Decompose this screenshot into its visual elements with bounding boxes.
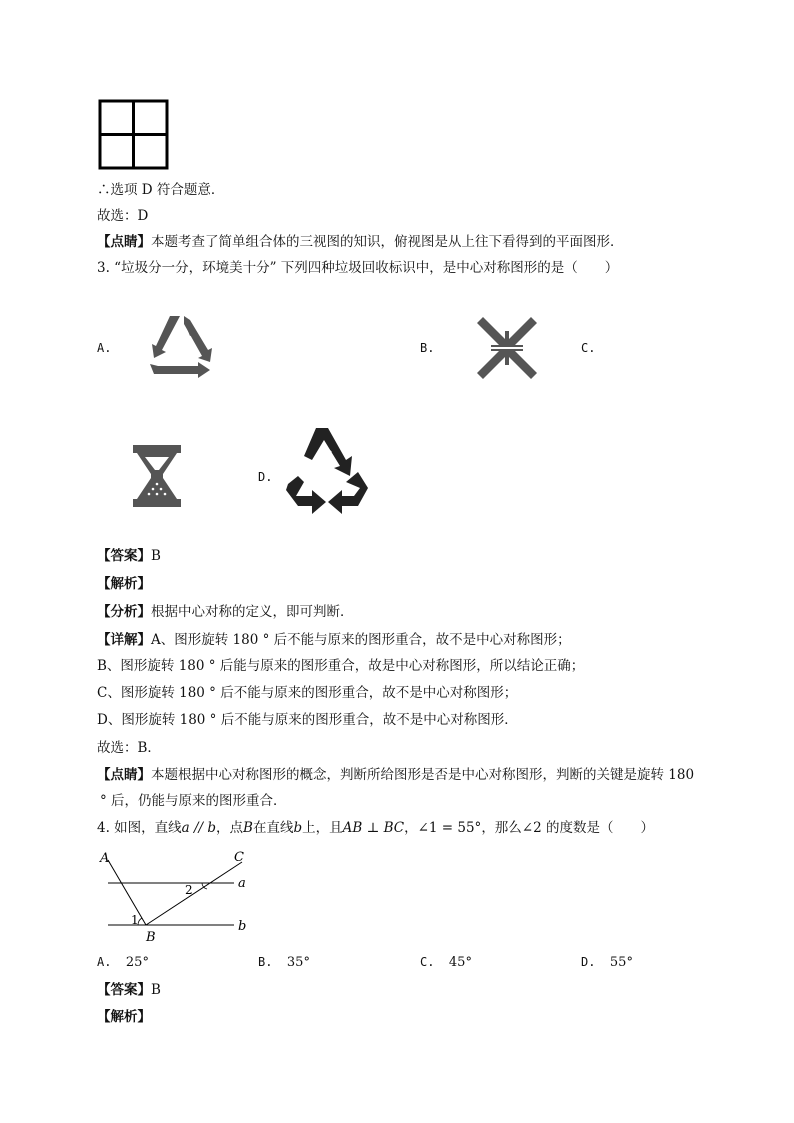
- parallel-lines-diagram: [94, 846, 264, 946]
- q3-fenxi: [97, 602, 354, 622]
- fenxi-text: 根据中心对称的定义，即可判断．: [151, 604, 354, 620]
- q4-option-a: [97, 955, 149, 970]
- answer-value: B: [151, 982, 161, 998]
- answer-value: B: [151, 548, 161, 564]
- q3-option-c-label: C.: [581, 341, 596, 355]
- comment-text: 本题考查了简单组合体的三视图的知识，俯视图是从上往下看得到的平面图形．: [151, 234, 624, 250]
- label-B: B: [146, 930, 156, 945]
- q4-point-b: B: [243, 820, 253, 836]
- label-A: A: [100, 851, 110, 866]
- q3-detail-line-d: D、图形旋转 180 ° 后不能与原来的图形重合，故不是中心对称图形．: [97, 712, 518, 728]
- q3-detail-line-a: [97, 630, 571, 650]
- q3-detail-line-c: C、图形旋转 180 ° 后不能与原来的图形重合，故不是中心对称图形；: [97, 685, 518, 701]
- q4-answer: [97, 980, 161, 1000]
- option-value: 35°: [286, 955, 310, 970]
- option-value: 25°: [125, 955, 149, 970]
- arrows-inward-icon: [475, 317, 539, 379]
- q3-option-a-label: A.: [97, 341, 112, 355]
- fenxi-tag: 【分析】: [97, 604, 151, 620]
- q4-option-b: [258, 955, 310, 970]
- label-C: C: [234, 850, 244, 865]
- comment-tag: 【点睛】: [97, 234, 151, 250]
- recycle-arrows-icon: [284, 426, 370, 522]
- analysis-tag: 【解析】: [97, 576, 151, 592]
- q4-stem-part: ，: [404, 820, 418, 836]
- q3-detail-line-b: B、图形旋转 180 ° 后能与原来的图形重合，故是中心对称图形，所以结论正确；: [97, 658, 585, 674]
- q4-option-d: [581, 955, 633, 970]
- detail-text: A、图形旋转 180 ° 后不能与原来的图形重合，故不是中心对称图形；: [151, 632, 571, 648]
- q4-analysis-tag: [97, 1007, 151, 1027]
- analysis-tag: 【解析】: [97, 1009, 151, 1025]
- answer-tag: 【答案】: [97, 982, 151, 998]
- option-letter: B.: [258, 955, 273, 969]
- detail-tag: 【详解】: [97, 632, 151, 648]
- q3-option-d-label: D.: [258, 470, 273, 484]
- prev-choose: 故选：D: [97, 208, 149, 224]
- q3-comment-cont: ° 后，仍能与原来的图形重合．: [100, 793, 287, 809]
- q4-stem-part: ，点: [216, 820, 244, 836]
- option-value: 45°: [448, 955, 472, 970]
- label-a: a: [238, 876, 246, 891]
- label-angle-1: 1: [131, 913, 139, 927]
- q4-option-c: [420, 955, 472, 970]
- prev-conclusion: ∴选项 D 符合题意．: [97, 182, 225, 198]
- recycle-triangle-icon: [140, 312, 218, 380]
- answer-tag: 【答案】: [97, 548, 151, 564]
- prev-comment: [97, 232, 624, 252]
- option-letter: C.: [420, 955, 435, 969]
- q3-comment: [97, 765, 694, 785]
- option-letter: A.: [97, 955, 112, 969]
- comment-text: 本题根据中心对称图形的概念，判断所给图形是否是中心对称图形，判断的关键是旋转 180: [151, 767, 695, 783]
- q4-stem-part: ，那么∠2 的度数是（ ）: [481, 820, 655, 836]
- q3-choose: 故选：B．: [97, 740, 161, 756]
- q3-option-b-label: B.: [420, 341, 435, 355]
- label-angle-2: 2: [185, 883, 193, 897]
- option-value: 55°: [609, 955, 633, 970]
- q4-angle1: ∠1 = 55°: [417, 820, 482, 836]
- q4-stem-part: 在直线: [252, 820, 294, 836]
- q4-perpendicular: AB ⊥ BC: [342, 820, 405, 836]
- q4-stem: [97, 818, 654, 838]
- hourglass-icon: [131, 444, 183, 508]
- q4-stem-part: 4. 如图，直线: [97, 820, 182, 836]
- comment-tag: 【点睛】: [97, 767, 151, 783]
- q3-stem: 3. “垃圾分一分，环境美十分” 下列四种垃圾回收标识中，是中心对称图形的是（ ）: [97, 260, 619, 276]
- q4-parallel: a // b: [181, 820, 217, 836]
- q4-line-b: b: [293, 820, 303, 836]
- label-b: b: [238, 919, 247, 934]
- q4-stem-part: 上，且: [302, 820, 343, 836]
- top-view-grid-figure: [98, 99, 170, 171]
- option-letter: D.: [581, 955, 596, 969]
- q3-analysis-tag: [97, 574, 151, 594]
- q3-answer: [97, 546, 161, 566]
